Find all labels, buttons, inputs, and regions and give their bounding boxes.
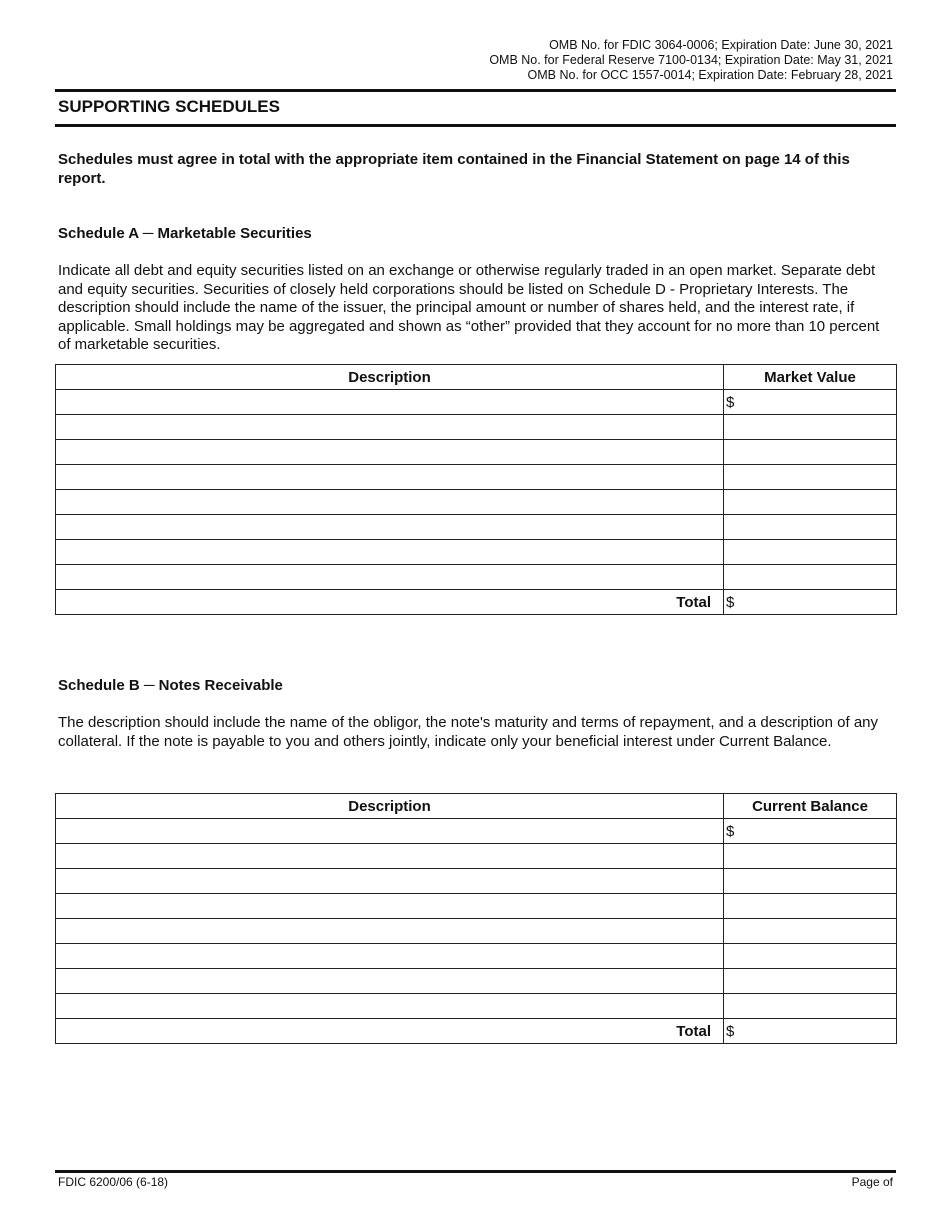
description-cell[interactable] [56,969,724,994]
top-rule [55,89,896,92]
current-balance-cell[interactable] [724,844,897,869]
currency-sign: $ [726,822,735,840]
market-value-cell[interactable] [724,440,897,465]
form-identifier: FDIC 6200/06 (6-18) [58,1175,169,1189]
schedule-b-table [55,793,897,1044]
table-row [56,894,897,919]
table-row [56,844,897,869]
currency-sign: $ [726,393,735,411]
current-balance-column-header: Current Balance [724,794,897,819]
description-cell[interactable] [56,490,724,515]
market-value-cell[interactable] [724,390,897,415]
current-balance-cell[interactable] [724,969,897,994]
description-cell[interactable] [56,515,724,540]
current-balance-cell[interactable] [724,919,897,944]
schedule-a-description: Indicate all debt and equity securities listed on an exchange or otherwise regularly traded in an open market. Separate debt and equity securities. Securities of closely held corporations should be listed on Schedule D - Proprietary Interests. The description should include the name of the issuer, the principal amount or number of shares held, and the interest rate, if applicable. Small holdings may be aggregated and shown as “other” provided that they account for no more than 10 percent of marketable securities. [58,262,880,353]
table-row [56,390,897,415]
table-row [56,515,897,540]
table-row [56,869,897,894]
table-row [56,565,897,590]
total-label: Total [56,590,724,615]
footer-rule [55,1170,896,1173]
total-current-balance-cell[interactable] [724,1019,897,1044]
table-row [56,440,897,465]
market-value-cell[interactable] [724,490,897,515]
market-value-column-header: Market Value [724,365,897,390]
currency-sign: $ [726,1022,735,1040]
intro-instruction: Schedules must agree in total with the appropriate item contained in the Financial Statement on page 14 of this report. [58,151,850,187]
table-row [56,465,897,490]
description-cell[interactable] [56,819,724,844]
table-row [56,944,897,969]
description-column-header: Description [56,794,724,819]
page-number: Page of [851,1175,893,1189]
total-row [56,1019,897,1044]
table-row [56,490,897,515]
currency-sign: $ [726,593,735,611]
description-cell[interactable] [56,994,724,1019]
table-row [56,919,897,944]
description-cell[interactable] [56,894,724,919]
market-value-cell[interactable] [724,515,897,540]
description-column-header: Description [56,365,724,390]
description-cell[interactable] [56,944,724,969]
current-balance-cell[interactable] [724,819,897,844]
description-cell[interactable] [56,919,724,944]
description-cell[interactable] [56,540,724,565]
table-header-row [56,365,897,390]
table-header-row [56,794,897,819]
market-value-cell[interactable] [724,540,897,565]
description-cell[interactable] [56,415,724,440]
market-value-cell[interactable] [724,465,897,490]
page-title: SUPPORTING SCHEDULES [58,97,280,116]
schedule-b-description: The description should include the name of the obligor, the note's maturity and terms of repayment, and a description of any collateral. If the note is payable to you and others jointly, indicate only your beneficial interest under Current Balance. [58,714,879,750]
total-row [56,590,897,615]
schedule-a-heading: Schedule A ─ Marketable Securities [58,225,312,242]
omb-notice [489,38,893,83]
table-row [56,415,897,440]
description-cell[interactable] [56,869,724,894]
omb-line-federal-reserve: OMB No. for Federal Reserve 7100-0134; Expiration Date: May 31, 2021 [489,53,893,67]
description-cell[interactable] [56,390,724,415]
description-cell[interactable] [56,465,724,490]
title-rule [55,124,896,127]
current-balance-cell[interactable] [724,994,897,1019]
total-market-value-cell[interactable] [724,590,897,615]
total-label: Total [56,1019,724,1044]
current-balance-cell[interactable] [724,894,897,919]
current-balance-cell[interactable] [724,869,897,894]
omb-line-occ: OMB No. for OCC 1557-0014; Expiration Date: February 28, 2021 [527,68,893,82]
table-row [56,994,897,1019]
description-cell[interactable] [56,565,724,590]
omb-line-fdic: OMB No. for FDIC 3064-0006; Expiration Date: June 30, 2021 [549,38,893,52]
current-balance-cell[interactable] [724,944,897,969]
table-row [56,540,897,565]
table-row [56,969,897,994]
market-value-cell[interactable] [724,565,897,590]
description-cell[interactable] [56,440,724,465]
schedule-a-table [55,364,897,615]
market-value-cell[interactable] [724,415,897,440]
description-cell[interactable] [56,844,724,869]
schedule-b-heading: Schedule B ─ Notes Receivable [58,677,283,694]
table-row [56,819,897,844]
